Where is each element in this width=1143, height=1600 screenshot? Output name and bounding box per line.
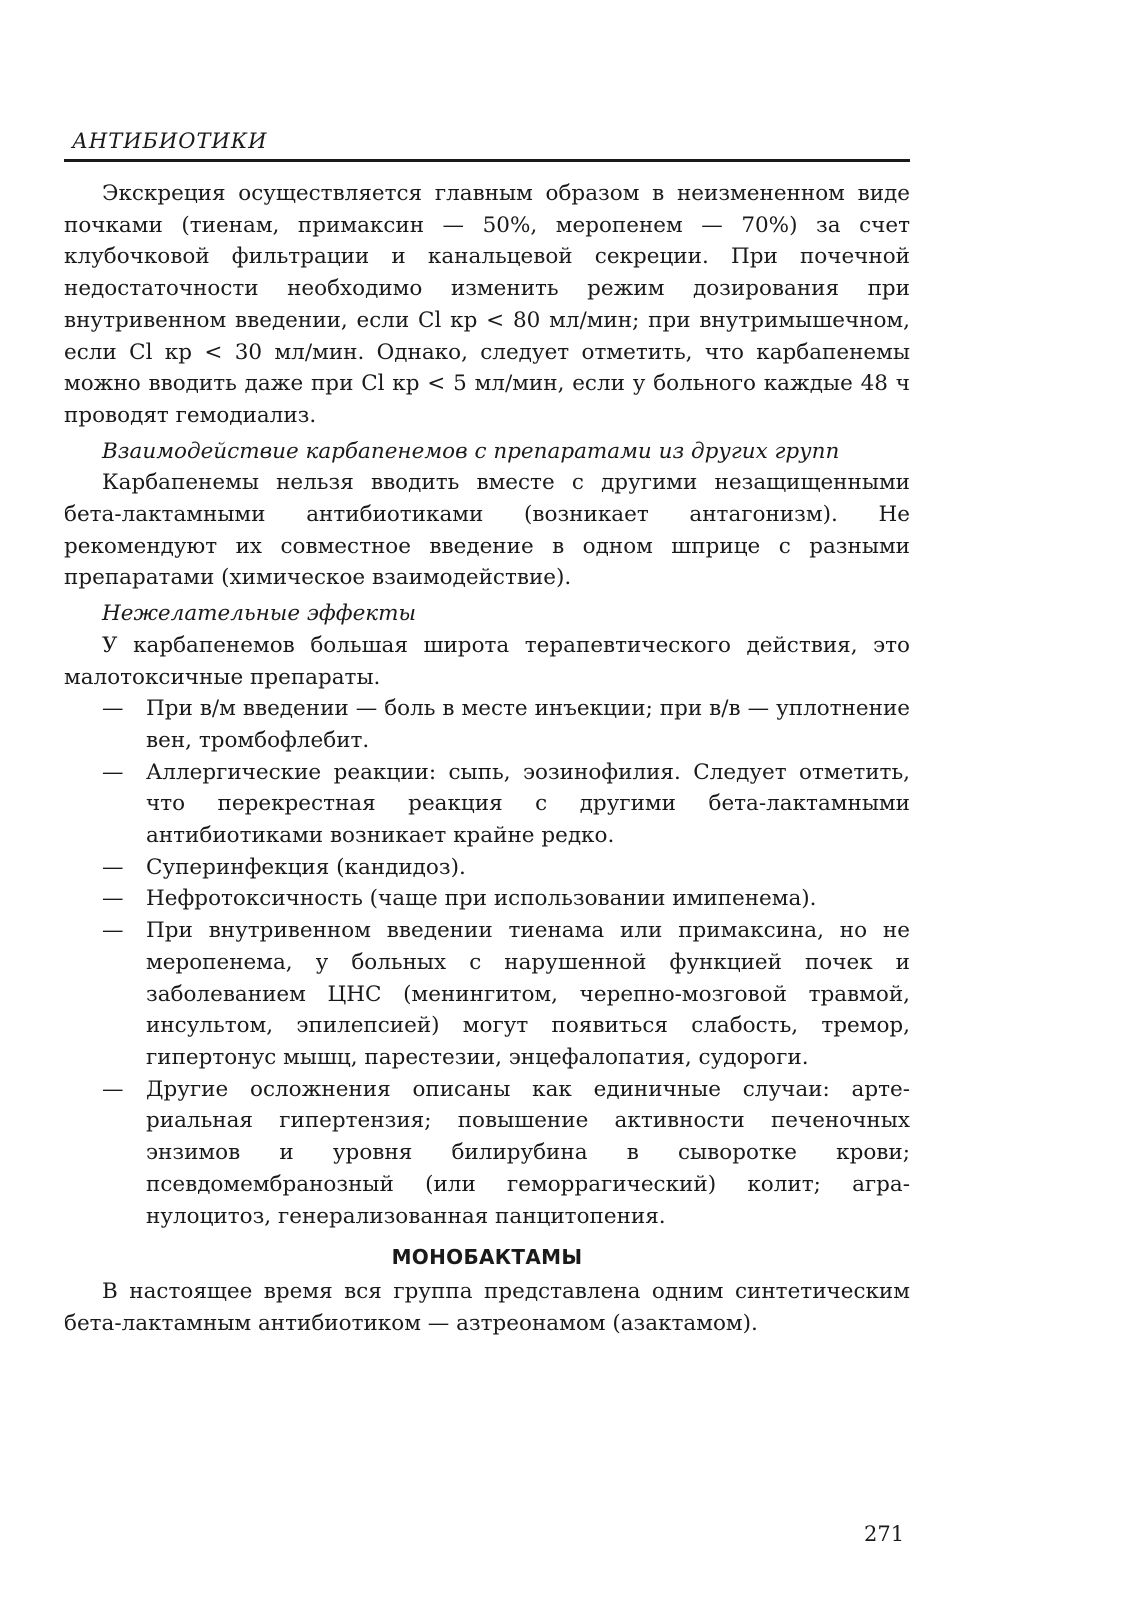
- book-page: [64, 128, 910, 1340]
- paragraph-monobactams: В настоящее время вся группа представлена одним синтетическим бета-лактамным антибиотиком — азтреонамом (азактамом).: [64, 1279, 910, 1336]
- dash-bullet: —: [102, 696, 124, 722]
- list-item: [64, 852, 910, 884]
- dash-bullet: —: [102, 918, 124, 944]
- running-head: АНТИБИОТИКИ: [72, 129, 268, 153]
- list-item: [64, 693, 910, 756]
- dash-bullet: —: [102, 759, 124, 785]
- subheading-adverse-effects: Нежелательные эффекты: [102, 601, 417, 627]
- list-item: [64, 915, 910, 1074]
- list-item-text: Аллергические реакции: сыпь, эозинофилия. Следует отметить, что перекрестная реакция с другими бета-лактамными антибиотиками возникает крайне редко.: [146, 759, 910, 849]
- header-rule: [64, 159, 910, 162]
- paragraph-excretion: Экскреция осуществляется главным образом в неизмененном виде почками (тиенам, примаксин — 50%, меропенем — 70%) за счет клубочковой фильтрации и канальцевой секреции. При почечной недостаточности необходимо изменить режим дозирования при внутривенном введении, если Cl кр < 80 мл/мин; при внутримышечном, если Cl кр < 30 мл/мин. Однако, следует отметить, что карбапенемы можно вводить даже при Cl кр < 5 мл/мин, если у больного каждые 48 ч проводят гемодиализ.: [64, 181, 910, 428]
- paragraph-interaction: Карбапенемы нельзя вводить вместе с другими незащищенными бета-лактамными антибиотиками (возникает антагонизм). Не рекомендуют их совместное введение в одном шприце с разными препаратами (химическое взаимодействие).: [64, 470, 910, 591]
- dash-bullet: —: [102, 886, 124, 912]
- section-title-monobactams: МОНОБАКТАМЫ: [391, 1245, 583, 1270]
- page-number: 271: [864, 1522, 905, 1546]
- list-item-text: Другие осложнения описаны как единичные случаи: артериальная гипертензия; повышение активности печеночных энзимов и уровня билирубина в сыворотке крови; псевдомембранозный (или геморрагический) колит; агранулоцитоз, генерализованная панцитопения.: [146, 1076, 910, 1229]
- subheading-interaction: Взаимодействие карбапенемов с препаратами из других групп: [102, 438, 840, 464]
- list-item: [64, 757, 910, 852]
- list-item: [64, 1074, 910, 1233]
- list-item-text: Суперинфекция (кандидоз).: [146, 854, 466, 880]
- dash-bullet: —: [102, 1076, 124, 1102]
- list-item-text: При внутривенном введении тиенама или примаксина, но не меропенема, у больных с нарушенной функцией почек и заболеванием ЦНС (менингитом, черепно-мозговой травмой, инсультом, эпилепсией) могут появиться слабость, тремор, гипертонус мышц, парестезии, энцефалопатия, судороги.: [146, 918, 910, 1070]
- dash-bullet: —: [102, 854, 124, 880]
- paragraph-adverse-intro: У карбапенемов большая широта терапевтического действия, это малотоксичные препараты.: [64, 632, 910, 690]
- list-item: [64, 883, 910, 915]
- list-item-text: При в/м введении — боль в месте инъекции; при в/в — уплотнение вен, тромбофлебит.: [146, 696, 910, 753]
- adverse-effects-list: [64, 693, 910, 1232]
- list-item-text: Нефротоксичность (чаще при использовании имипенема).: [146, 886, 817, 912]
